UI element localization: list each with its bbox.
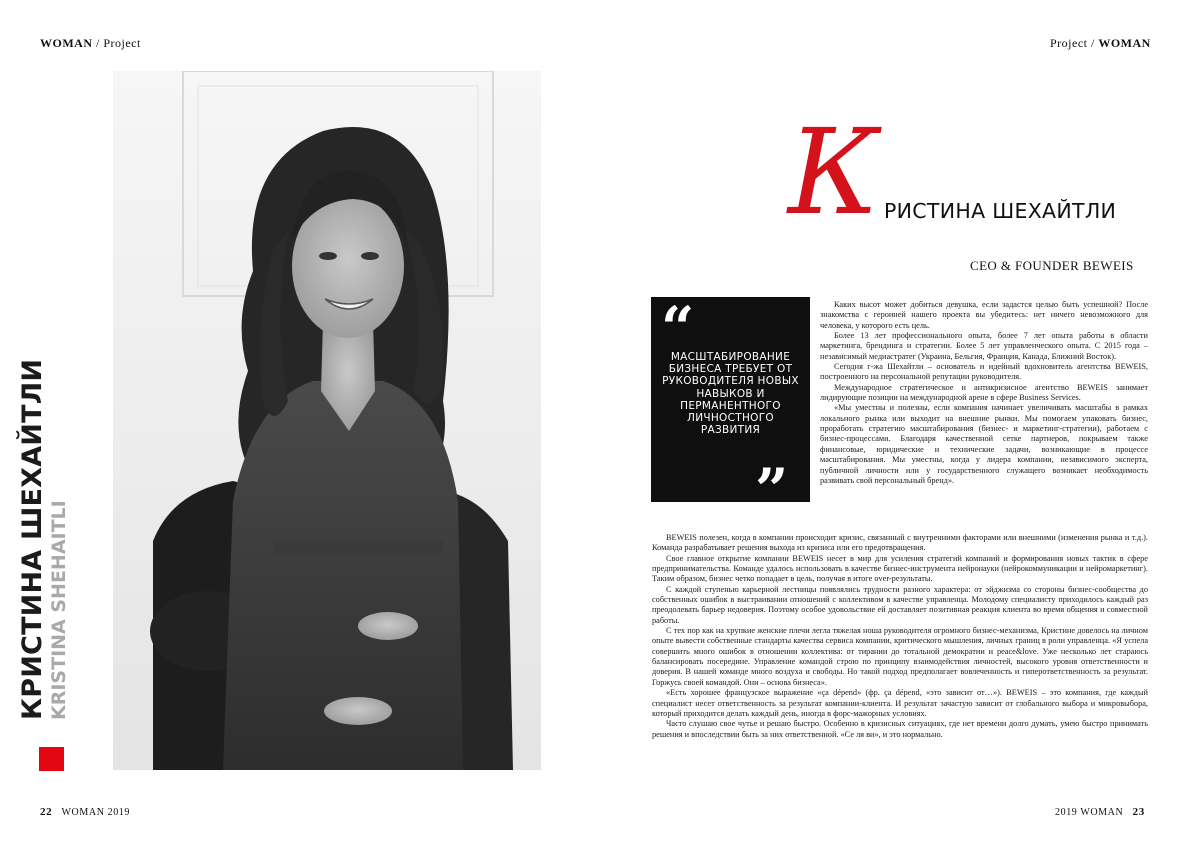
article-paragraph: Сегодня г-жа Шехайтли – основатель и идейный вдохновитель агентства BEWEIS, построенного на персональной репутации руководителя.: [820, 362, 1148, 382]
header-separator-left: /: [92, 36, 104, 50]
portrait-photo: [113, 71, 541, 770]
quote-open-icon: “: [661, 294, 695, 362]
article-paragraph: «Мы уместны и полезны, если компания начинает увеличивать масштабы в рамках локального рынка или выходит на внешние рынки. Мы помогаем упаковать бизнес, проработать стратегию масштабирования (бизнес- и маркетинг-стратегии), работаем с бизнес-процессами. Благодаря качественной сетке партнеров, покрываем также финансовые, юридические и технические задачи, возникающие в процессе масштабирования. Мы уместны, когда у лидера компании, независимого эксперта, публичной личности или у государственного служащего возникает необходимость развивать свой персональный бренд».: [820, 403, 1148, 485]
article-paragraph: BEWEIS полезен, когда в компании происходит кризис, связанный с внутренними факторами или внешними (изменения рынка и т.д.). Команда разрабатывает решения выхода из кризиса или его предотвращения.: [652, 533, 1148, 553]
article-paragraph: «Есть хорошее французское выражение «ça dépend» (фр. ça dépend, «это зависит от…»). BEWEIS – это компания, где каждый специалист несет ответственность за результат компании-клиента. И результат зачастую зависит от глобального выбора и микровыбора, который приходится делать каждый день, иногда в форс-мажорных условиях.: [652, 688, 1148, 718]
article-subtitle-role: CEO & FOUNDER BEWEIS: [970, 258, 1134, 273]
running-header-left: [40, 36, 141, 51]
footer-right: [1055, 806, 1145, 818]
article-column-wide: [652, 533, 1148, 740]
header-separator-right: /: [1087, 36, 1099, 50]
side-title: [17, 358, 102, 720]
header-section-right: Project: [1050, 36, 1088, 50]
article-paragraph: Более 13 лет профессионального опыта, более 7 лет опыта работы в области маркетинга, брендинга и стратегии. Более 5 лет управленческого опыта. С 2015 года – независимый медиастратег (Украина, Бельгия, Франция, Канада, Ближний Восток).: [820, 331, 1148, 361]
pull-quote-text: МАСШТАБИРОВАНИЕ БИЗНЕСА ТРЕБУЕТ ОТ РУКОВОДИТЕЛЯ НОВЫХ НАВЫКОВ И ПЕРМАНЕНТНОГО ЛИЧНОСТНОГО РАЗВИТИЯ: [662, 351, 799, 437]
side-title-ru: КРИСТИНА ШЕХАЙТЛИ: [17, 358, 48, 720]
page-number-left: 22: [40, 806, 53, 818]
title-initial-letter: К: [788, 103, 880, 241]
article-paragraph: С каждой ступенью карьерной лестницы появлялись трудности разного характера: от эйджизма со стороны бизнес-сообщества до собственных ошибок в выстраивании отношений с коллективом в качестве управленца. Молодому специалисту приходилось каждый раз преодолевать барьер недоверия. Поэтому особое удовольствие ей доставляет позитивная реакция клиента во время общения и совместной работы.: [652, 584, 1148, 625]
footer-left: [40, 806, 130, 818]
header-section-left: Project: [103, 36, 141, 50]
quote-close-icon: ”: [755, 456, 789, 524]
red-accent-square: [39, 747, 64, 771]
header-brand-right: WOMAN: [1098, 36, 1151, 50]
header-brand-left: WOMAN: [40, 36, 93, 50]
side-title-en: KRISTINA SHEHAITLI: [48, 500, 70, 720]
article-paragraph: Часто слушаю свое чутье и решаю быстро. Особенно в кризисных ситуациях, где нет времени долго думать, умею быстро принимать решения и впоследствии быть за них ответственной. «Се ля ви», и это нормально.: [652, 719, 1148, 739]
article-paragraph: С тех пор как на хрупкие женские плечи легла тяжелая ноша руководителя огромного бизнес-механизма, Кристине довелось на личном опыте вывести собственные стандарты качества сервиса компании, критического мышления, личных границ в роли управленца. «Я успела совершить много ошибок в отношении коллектива: от тирании до тотальной демократии и peace&love. Уже несколько лет стараюсь балансировать посередине. Управление командой строю по принципу взаимодействия личностей, высокого уровня ответственности и доверия. В нашей команде много воздуха и свободы. Но такой подход предполагает вовлеченность и гиперответственность за результат. Горжусь своей командой. Они – основа бизнеса».: [652, 626, 1148, 687]
article-title: РИСТИНА ШЕХАЙТЛИ: [884, 199, 1117, 223]
article-paragraph: Свое главное открытие компании BEWEIS несет в мир для усиления стратегий компаний и формирования новых тактик в сфере предпринимательства. Команде удалось использовать в качестве бизнес-инструмента нейронауки (нейрокоммуникации и нейромаркетинг). Таким образом, бизнес четко попадает в цель, получая в итоге over-результаты.: [652, 553, 1148, 584]
running-header-right: [1050, 36, 1151, 51]
article-paragraph: Каких высот может добиться девушка, если задастся целью быть успешной? После знакомства с героиней нашего проекта вы убедитесь: нет ничего невозможного для человека, у которого есть цель.: [820, 300, 1148, 330]
article-column-narrow: [820, 300, 1148, 486]
page-number-right: 23: [1132, 806, 1145, 818]
pull-quote-box: [651, 294, 810, 524]
article-paragraph: Международное стратегическое и антикризисное агентство BEWEIS занимает лидирующие позиции на международной арене в сфере Business Services.: [820, 382, 1148, 403]
footer-label-left: WOMAN 2019: [61, 807, 131, 818]
portrait-illustration: [113, 71, 541, 770]
footer-label-right: 2019 WOMAN: [1055, 807, 1124, 818]
